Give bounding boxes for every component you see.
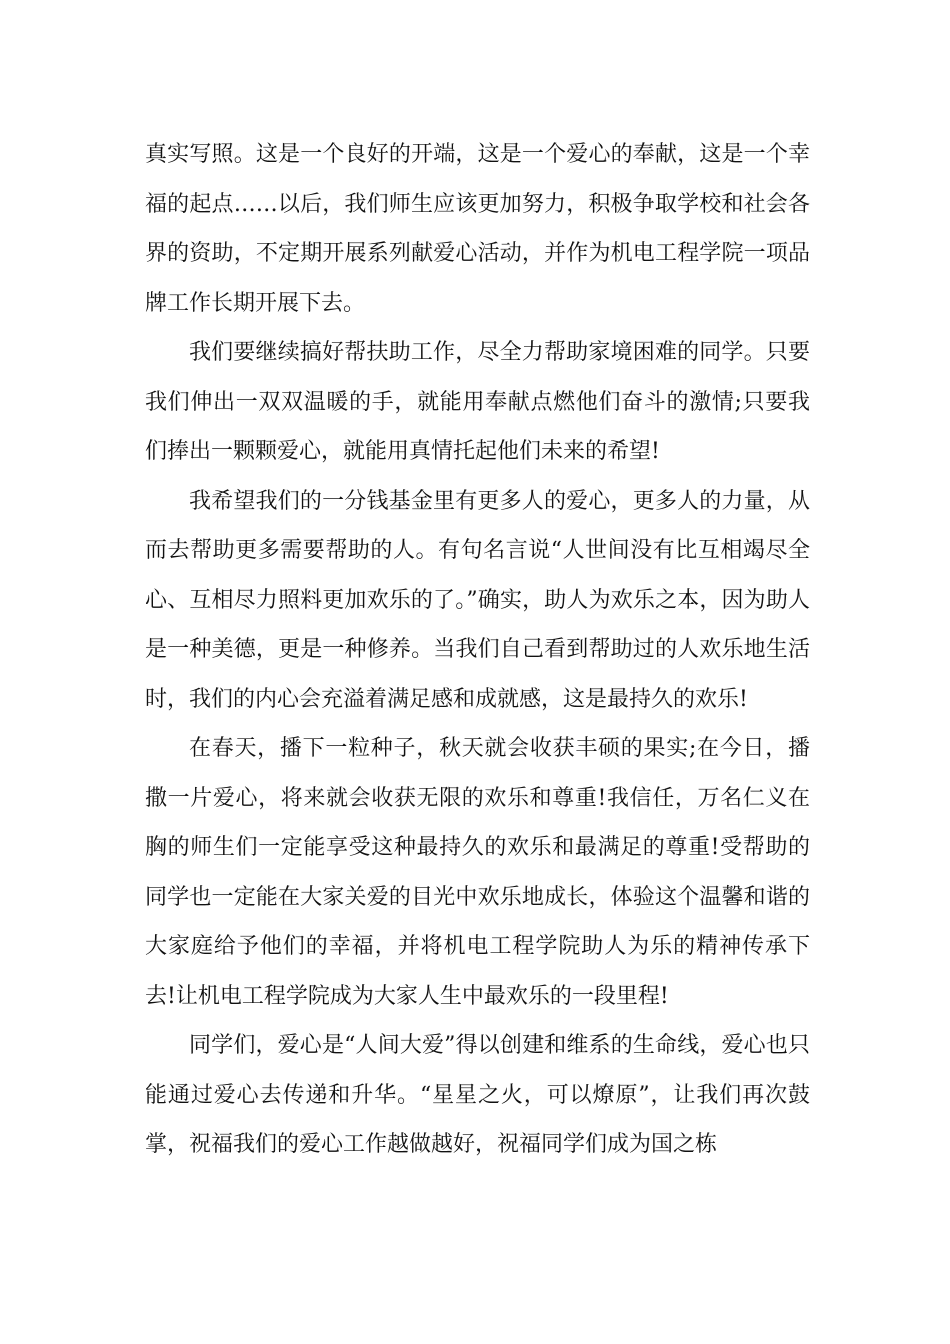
paragraph-1: 真实写照。这是一个良好的开端，这是一个爱心的奉献，这是一个幸福的起点……以后，我们师生应该更加努力，积极争取学校和社会各界的资助，不定期开展系列献爱心活动，并作为机电工程学院一项品牌工作长期开展下去。: [145, 142, 810, 316]
paragraph-2: 我们要继续搞好帮扶助工作，尽全力帮助家境困难的同学。只要我们伸出一双双温暖的手，就能用奉献点燃他们奋斗的激情;只要我们捧出一颗颗爱心，就能用真情托起他们未来的希望!: [145, 340, 810, 464]
document-body: [145, 130, 810, 1170]
paragraph-3: 我希望我们的一分钱基金里有更多人的爱心，更多人的力量，从而去帮助更多需要帮助的人。有句名言说“人世间没有比互相竭尽全心、互相尽力照料更加欢乐的了。”确实，助人为欢乐之本，因为助人是一种美德，更是一种修养。当我们自己看到帮助过的人欢乐地生活时，我们的内心会充溢着满足感和成就感，这是最持久的欢乐!: [145, 488, 810, 712]
paragraph-5: 同学们，爱心是“人间大爱”得以创建和维系的生命线，爱心也只能通过爱心去传递和升华。“星星之火，可以燎原”，让我们再次鼓掌，祝福我们的爱心工作越做越好，祝福同学们成为国之栋: [145, 1033, 810, 1157]
paragraph-4: 在春天，播下一粒种子，秋天就会收获丰硕的果实;在今日，播撒一片爱心，将来就会收获无限的欢乐和尊重!我信任，万名仁义在胸的师生们一定能享受这种最持久的欢乐和最满足的尊重!受帮助的同学也一定能在大家关爱的目光中欢乐地成长，体验这个温馨和谐的大家庭给予他们的幸福，并将机电工程学院助人为乐的精神传承下去!让机电工程学院成为大家人生中最欢乐的一段里程!: [145, 736, 810, 1009]
